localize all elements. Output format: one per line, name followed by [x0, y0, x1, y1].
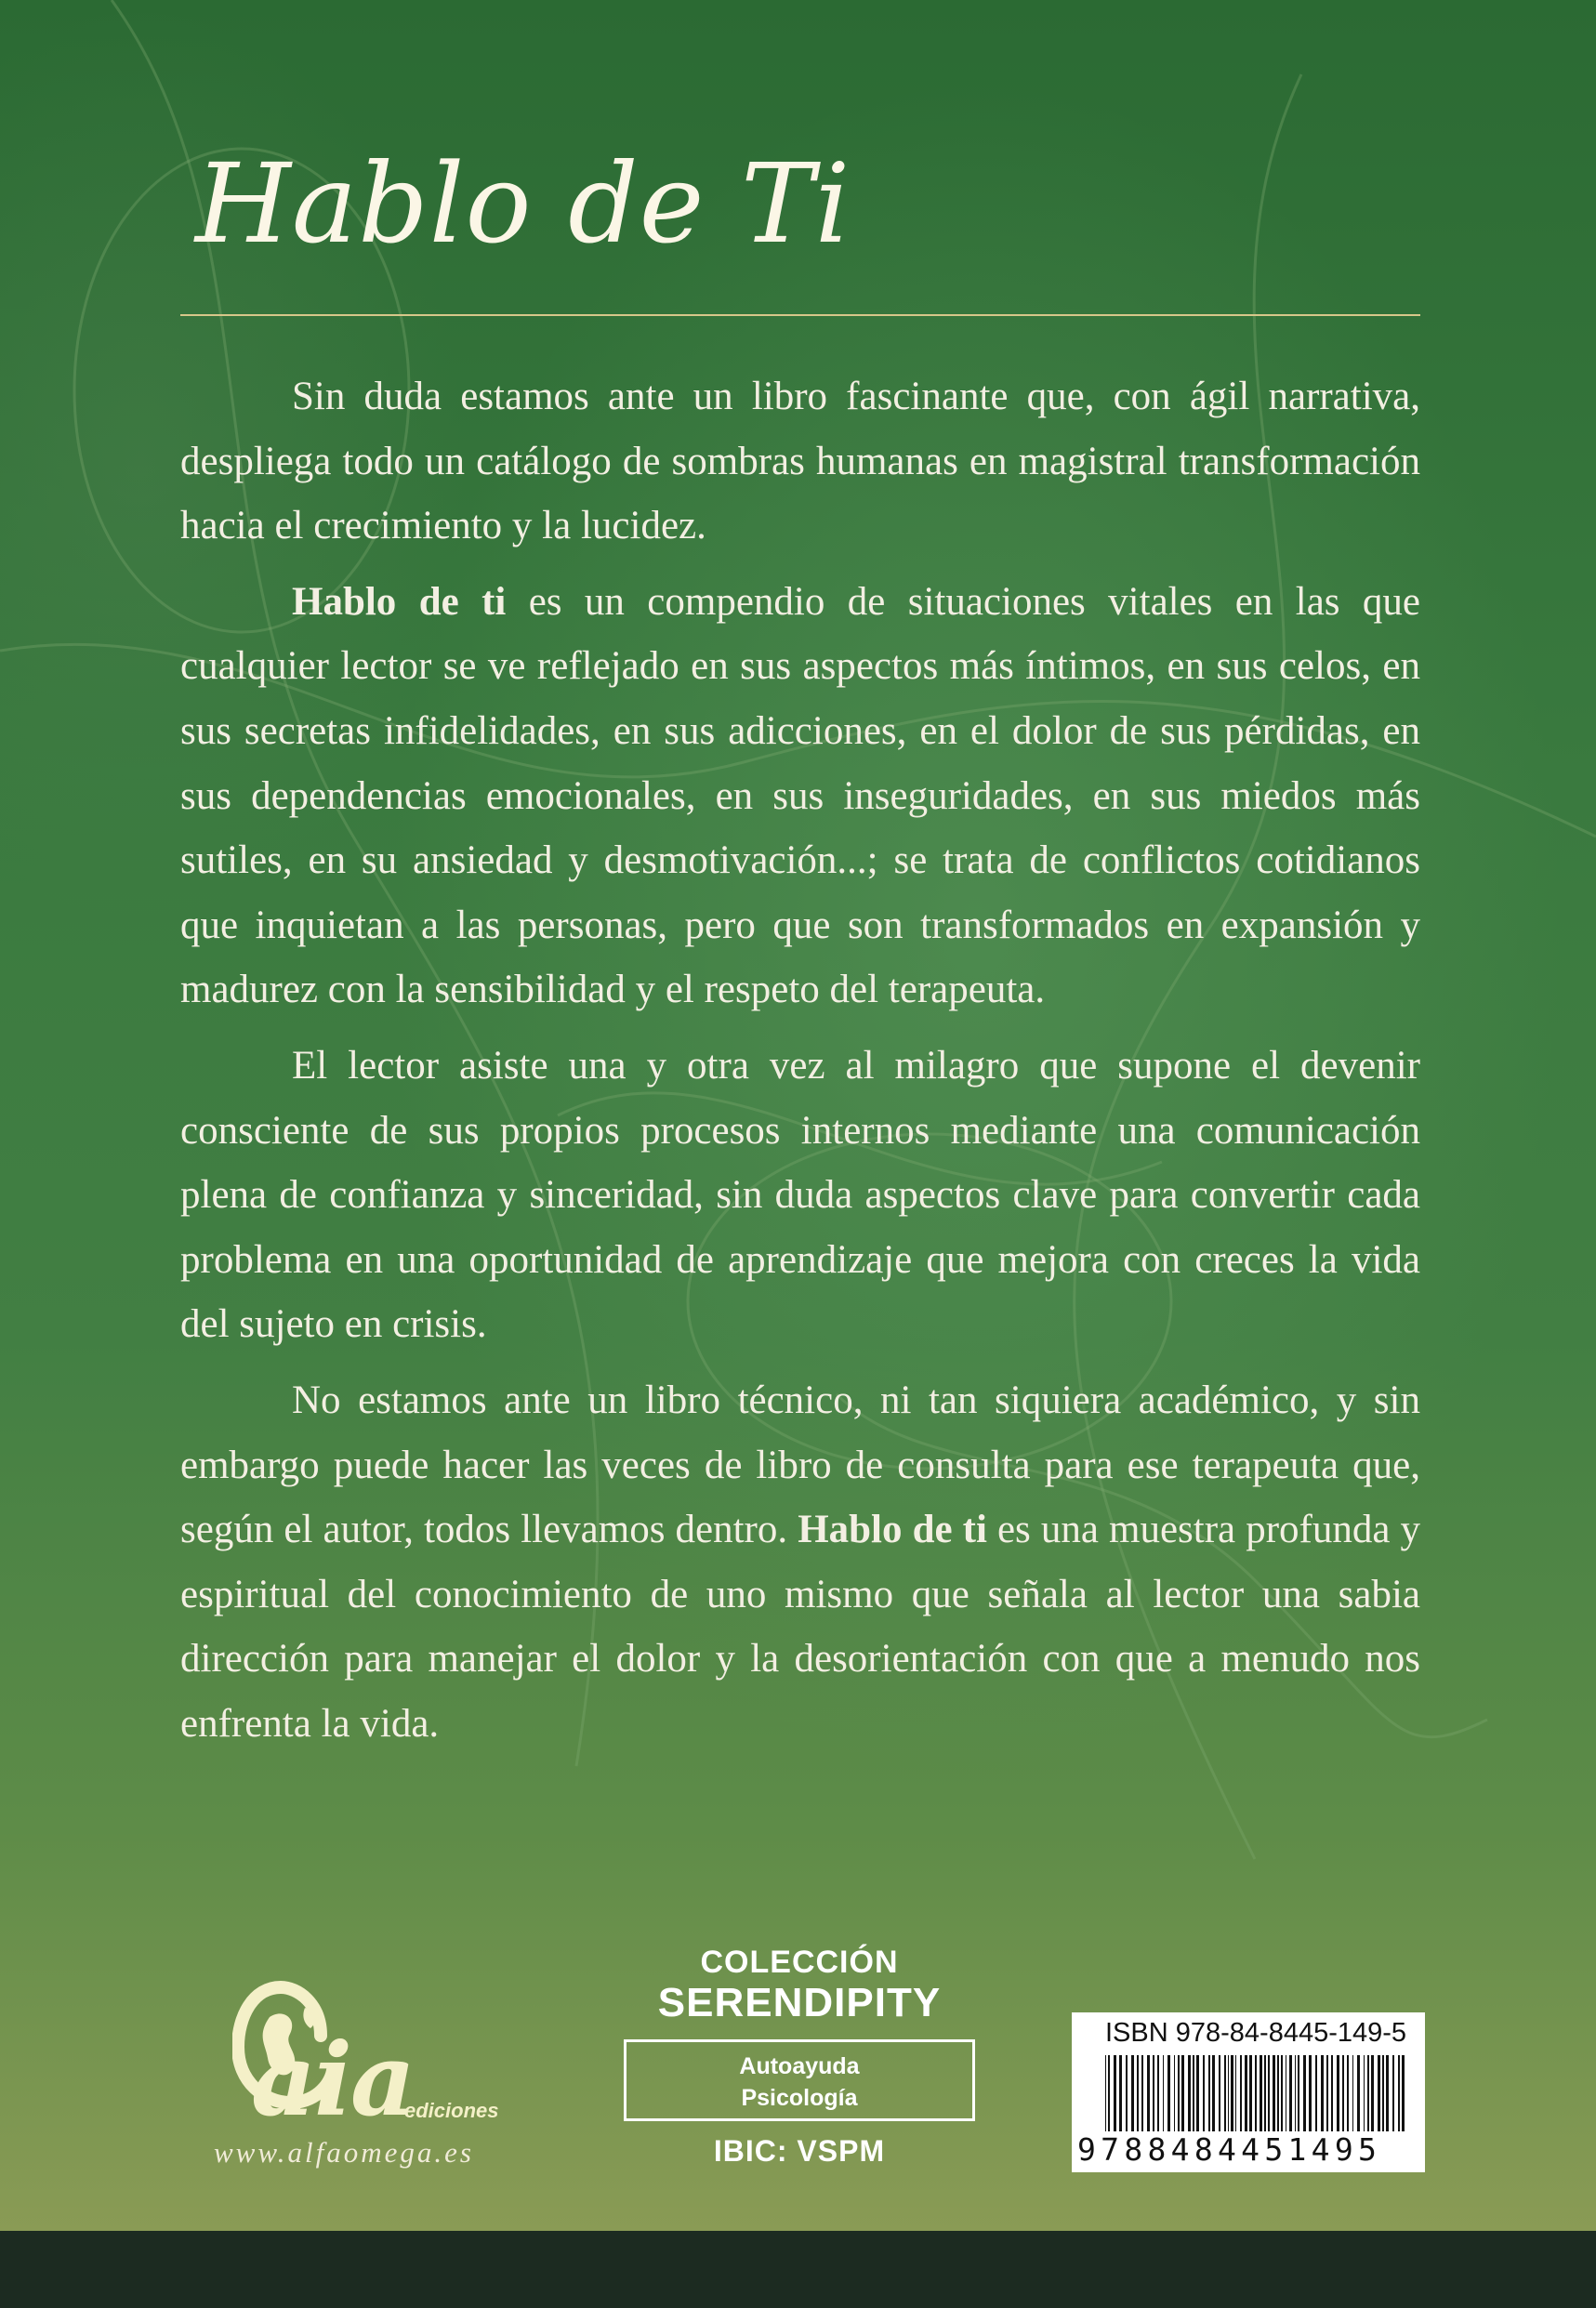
barcode-bar [1163, 2055, 1164, 2131]
barcode [1105, 2055, 1412, 2131]
barcode-bar [1219, 2055, 1220, 2131]
barcode-bar [1137, 2055, 1139, 2131]
barcode-bar [1260, 2055, 1262, 2131]
barcode-bar [1342, 2055, 1344, 2131]
blurb-paragraph-1 [180, 364, 1420, 559]
blurb-text: es una muestra profunda y espiritual del conocimiento de uno mismo que señala al lector una sabia dirección para manejar el dolor y la desorientación con que a menudo nos enfrenta la vida. [180, 1508, 1421, 1746]
blurb-text: El lector asiste una y otra vez al milagro que supone el devenir consciente de sus propios procesos internos mediante una comunicación plena de confianza y sinceridad, sin duda aspectos clave para convertir cada problema en una oportunidad de aprendizaje que mejora con creces la vida del sujeto en crisis. [180, 1043, 1420, 1347]
barcode-bar [1249, 2055, 1252, 2131]
barcode-bar [1178, 2055, 1180, 2131]
category-item: Autoayuda [739, 2053, 860, 2079]
barcode-bar [1114, 2055, 1116, 2131]
blurb-paragraph-4 [180, 1368, 1420, 1757]
publisher-website: www.alfaomega.es [214, 2136, 474, 2169]
barcode-bar [1357, 2055, 1360, 2131]
barcode-bar [1331, 2055, 1333, 2131]
barcode-bar [1321, 2055, 1324, 2131]
barcode-bar [1295, 2055, 1296, 2131]
barcode-bar [1181, 2055, 1184, 2131]
barcode-bar [1126, 2055, 1128, 2131]
blurb [180, 364, 1420, 1767]
publisher-logo-subtitle: ediciones [404, 2099, 499, 2122]
barcode-bar [1392, 2055, 1394, 2131]
barcode-bar [1337, 2055, 1339, 2131]
ibic-code: IBIC: VSPM [713, 2134, 886, 2168]
barcode-bar [1352, 2055, 1353, 2131]
book-title-inline: Hablo de ti [292, 579, 507, 624]
barcode-bar [1367, 2055, 1369, 2131]
barcode-bar [1188, 2055, 1191, 2131]
barcode-bar [1303, 2055, 1306, 2131]
barcode-bar [1224, 2055, 1226, 2131]
barcode-bar [1228, 2055, 1229, 2131]
barcode-digits: 9788484451495 [1077, 2131, 1382, 2168]
barcode-bar [1326, 2055, 1328, 2131]
barcode-bar [1315, 2055, 1317, 2131]
barcode-bar [1208, 2055, 1210, 2131]
barcode-bar [1364, 2055, 1365, 2131]
barcode-bar [1131, 2055, 1134, 2131]
barcode-bar [1212, 2055, 1215, 2131]
barcode-bar [1153, 2055, 1154, 2131]
barcode-bar [1402, 2055, 1405, 2131]
bottom-strip [0, 2231, 1596, 2308]
title-rule [180, 314, 1420, 316]
barcode-bar [1193, 2055, 1194, 2131]
barcode-bar [1281, 2055, 1283, 2131]
blurb-text: Sin duda estamos ante un libro fascinante que, con ágil narrativa, despliega todo un catálogo de sombras humanas en magistral transformación hacia el crecimiento y la lucidez. [180, 375, 1420, 548]
collection-block [613, 1943, 985, 2169]
barcode-bar [1141, 2055, 1143, 2131]
barcode-bar [1264, 2055, 1266, 2131]
barcode-bar [1378, 2055, 1380, 2131]
barcode-bar [1255, 2055, 1257, 2131]
barcode-bar [1347, 2055, 1349, 2131]
barcode-bar [1398, 2055, 1400, 2131]
barcode-bar [1196, 2055, 1199, 2131]
barcode-bar [1277, 2055, 1279, 2131]
book-title-inline: Hablo de ti [798, 1508, 987, 1552]
barcode-bar [1174, 2055, 1175, 2131]
isbn-label: ISBN 978-84-8445-149-5 [1105, 2018, 1407, 2048]
barcode-bar [1119, 2055, 1122, 2131]
barcode-bar [1167, 2055, 1170, 2131]
barcode-bar [1231, 2055, 1233, 2131]
collection-name: SERENDIPITY [657, 1980, 942, 2025]
barcode-bar [1371, 2055, 1374, 2131]
collection-label: COLECCIÓN [700, 1945, 899, 1980]
publisher-logo-text: aia [251, 2022, 414, 2139]
category-box [624, 2039, 975, 2121]
blurb-text: No estamos ante un libro técnico, ni tan siquiera académico, y sin embargo puede hacer las veces de libro de consulta para ese terapeuta que, según el autor, todos llevamos dentro. [180, 1378, 1420, 1552]
barcode-bar [1245, 2055, 1247, 2131]
barcode-bar [1298, 2055, 1299, 2131]
category-item: Psicología [741, 2085, 858, 2111]
barcode-bar [1105, 2055, 1106, 2131]
isbn-barcode-block [1072, 2012, 1425, 2172]
blurb-text: es un compendio de situaciones vitales en las que cualquier lector se ve reflejado en sus aspectos más íntimos, en sus celos, en sus secretas infidelidades, en sus adicciones, en el dolor de sus pérdidas, en sus dependencias emocionales, en sus inseguridades, en sus miedos más sutiles, en su ansiedad y desmotivación...; se trata de conflictos cotidianos que inquietan a las personas, pero que son transformados en expansión y madurez con la sensibilidad y el respeto del terapeuta. [180, 579, 1420, 1012]
barcode-bar [1235, 2055, 1236, 2131]
barcode-bar [1157, 2055, 1159, 2131]
blurb-paragraph-3 [180, 1034, 1420, 1357]
barcode-bar [1273, 2055, 1275, 2131]
barcode-bar [1289, 2055, 1292, 2131]
barcode-bar [1147, 2055, 1150, 2131]
barcode-bar [1203, 2055, 1205, 2131]
barcode-bar [1382, 2055, 1384, 2131]
barcode-bar [1309, 2055, 1312, 2131]
barcode-bar [1386, 2055, 1389, 2131]
barcode-bar [1268, 2055, 1270, 2131]
book-title: Hablo de Ti [195, 139, 851, 268]
publisher-logo [195, 1971, 548, 2175]
blurb-paragraph-2 [180, 570, 1420, 1022]
barcode-bar [1108, 2055, 1110, 2131]
barcode-bar [1240, 2055, 1242, 2131]
